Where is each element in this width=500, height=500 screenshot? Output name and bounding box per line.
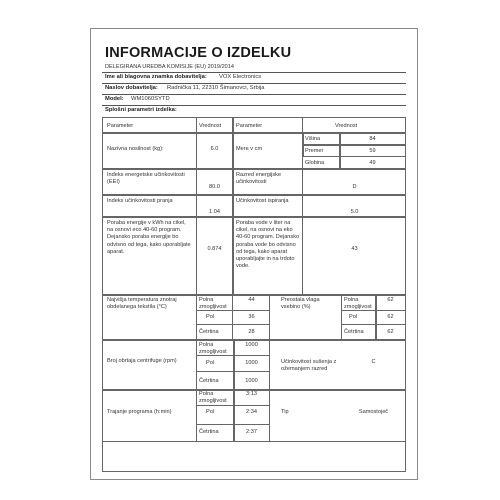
spin-full-value: 1000 — [245, 342, 258, 348]
moist-full-value: 62 — [387, 297, 394, 303]
dimensions-label: Mere v cm — [236, 146, 263, 152]
type-value: Samostoječ — [358, 409, 389, 415]
document-subtitle: DELEGIRANA UREDBA KOMISIJE (EU) 2019/2014 — [105, 64, 235, 70]
model-value: WM1060SYTD — [131, 96, 170, 102]
address-label: Naslov dobavitelja: — [105, 85, 158, 91]
spin-half-label: Pol — [206, 360, 215, 366]
energy-consumption-value: 0.874 — [207, 246, 222, 252]
spin-half-value: 1000 — [245, 360, 258, 366]
moist-quarter-label: Četrtina — [344, 329, 364, 335]
divider — [102, 105, 406, 106]
spin-speed-label: Broj obrtaja centrifuge (rpm) — [107, 358, 177, 364]
spin-quarter-value: 1000 — [245, 378, 258, 384]
capacity-value: 6.0 — [210, 146, 219, 152]
header-parameter-right: Parameter — [236, 123, 263, 129]
header-value-right: Vrednost — [335, 123, 358, 129]
programme-duration-label: Trajanje programa (h:min) — [107, 409, 172, 415]
rinsing-label: Učinkovitost ispiranja — [236, 198, 289, 204]
water-consumption-label: Poraba vode v liter na cikel, na osnovi na eko 40-60 program. Dejansko poraba vode bo odvisno od tega, kako aparat uporabljajte in na trdoto vode. — [236, 220, 300, 270]
supplier-value: VOX Electronics — [219, 74, 262, 80]
energy-consumption-label: Poraba energije v kWh na cikel, na osnovi eco 40-60 program. Dejansko poraba energije bo odvisno od tega, kako uporabljate aparat. — [107, 220, 191, 255]
document-title: INFORMACIJE O IZDELKU — [105, 45, 292, 61]
temp-quarter-label: Četrtina — [199, 329, 219, 335]
spin-quarter-label: Četrtina — [199, 378, 219, 384]
type-label: Tip — [281, 409, 289, 415]
capacity-label: Nazivna nosilnost (kg): — [107, 146, 164, 152]
energy-class-value: D — [352, 184, 357, 190]
height-value: 84 — [369, 136, 376, 142]
general-parameters-label: Splošni parametri izdelka: — [105, 107, 177, 113]
washing-index-value: 1.04 — [209, 209, 220, 215]
header-value-left: Vrednost — [199, 123, 222, 129]
address-value: Radnička 11, 22310 Šimanovci, Srbija — [167, 85, 265, 91]
moist-half-label: Pol — [349, 314, 358, 320]
temp-half-label: Pol — [206, 314, 215, 320]
eei-value: 80.0 — [209, 184, 220, 190]
energy-class-label: Razred energijske učinkovitosti — [236, 172, 282, 186]
spin-full-label: Polna zmogljivost — [199, 342, 227, 356]
moist-quarter-value: 62 — [387, 329, 394, 335]
moist-half-value: 62 — [387, 314, 394, 320]
washing-index-label: Indeks učinkovitosti pranja — [107, 198, 173, 204]
model-label: Model: — [105, 96, 124, 102]
divider — [102, 72, 406, 73]
spin-drying-class-value: C — [371, 359, 376, 365]
height-label: Višina — [305, 136, 321, 142]
depth-value: 49 — [369, 160, 376, 166]
spin-drying-class-label: Učinkovitost sušenja z ožemanjem razred — [281, 359, 337, 373]
rinsing-value: 5.0 — [350, 209, 359, 215]
supplier-label: Ime ali blagovna znamka dobavitelja: — [105, 74, 207, 80]
temp-quarter-value: 28 — [248, 329, 255, 335]
temp-full-value: 44 — [248, 297, 255, 303]
remaining-moisture-label: Preostala vlaga vsebino (%) — [281, 297, 320, 311]
water-consumption-value: 43 — [351, 246, 358, 252]
table-cell — [196, 217, 233, 295]
temp-full-label: Polna zmogljivost — [199, 297, 227, 311]
max-temperature-label: Najvišja temperatura znotraj obdelanega tekstila (°C) — [107, 297, 177, 311]
width-value: 59 — [369, 148, 376, 154]
moist-full-label: Polna zmogljivost — [344, 297, 372, 311]
dur-quarter-label: Četrtina — [199, 429, 219, 435]
depth-label: Globina — [305, 160, 325, 166]
temp-half-value: 36 — [248, 314, 255, 320]
eei-label: Indeks energetske učinkovitosti (EEI) — [107, 172, 185, 186]
divider — [102, 94, 406, 95]
dur-half-label: Pol — [206, 409, 215, 415]
dur-half-value: 2:34 — [246, 409, 257, 415]
divider — [102, 83, 406, 84]
dur-quarter-value: 2:37 — [246, 429, 257, 435]
product-information-sheet — [90, 28, 418, 480]
dur-full-label: Polna zmogljivost — [199, 391, 227, 405]
dur-full-value: 3:13 — [246, 391, 257, 397]
header-parameter-left: Parameter — [107, 123, 134, 129]
width-label: Premer — [305, 148, 324, 154]
